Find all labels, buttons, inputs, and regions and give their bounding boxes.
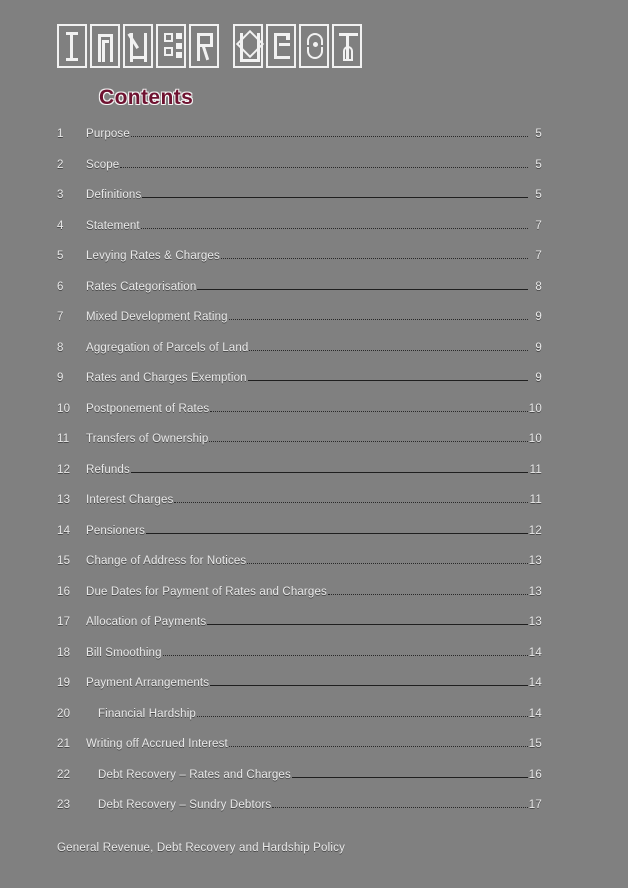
toc-leader-line (210, 411, 527, 412)
toc-item-label[interactable]: Debt Recovery – Rates and Charges (98, 768, 291, 781)
logo-letter-w-icon (233, 24, 263, 68)
toc-leader-line (292, 777, 528, 778)
toc-item-page-number: 9 (535, 372, 542, 384)
toc-item-number: 17 (57, 616, 71, 628)
toc-row[interactable] (57, 250, 542, 281)
toc-item-label[interactable]: Scope (86, 158, 120, 171)
toc-item-number: 12 (57, 463, 71, 476)
toc-row[interactable] (57, 311, 542, 342)
toc-item-page-number: 5 (535, 158, 542, 171)
logo-letter-n2-icon (123, 24, 153, 68)
logo-letter-n1-icon (90, 24, 120, 68)
toc-item-page-number: 12 (528, 524, 542, 537)
toc-item-page-number: 5 (535, 189, 542, 201)
toc-item-label[interactable]: Transfers of Ownership (86, 433, 209, 445)
toc-leader-line (229, 746, 528, 747)
toc-item-label[interactable]: Purpose (86, 128, 130, 140)
inner-west-logo (57, 24, 362, 68)
toc-item-number: 4 (57, 219, 64, 232)
toc-row[interactable] (57, 433, 542, 464)
toc-item-number: 5 (57, 250, 64, 262)
logo-letter-e2-icon (266, 24, 296, 68)
toc-item-page-number: 16 (528, 768, 542, 781)
toc-item-label[interactable]: Levying Rates & Charges (86, 250, 220, 262)
toc-item-label[interactable]: Rates Categorisation (86, 280, 197, 293)
toc-item-page-number: 14 (528, 707, 542, 720)
toc-item-number: 16 (57, 585, 71, 598)
toc-item-label[interactable]: Bill Smoothing (86, 646, 162, 659)
logo-letter-s-icon (299, 24, 329, 68)
toc-leader-line (141, 228, 528, 229)
toc-item-page-number: 17 (528, 799, 542, 811)
toc-item-page-number: 10 (528, 433, 542, 445)
toc-item-label[interactable]: Due Dates for Payment of Rates and Charges (86, 585, 327, 598)
toc-leader-line (131, 472, 528, 473)
toc-row[interactable] (57, 342, 542, 373)
toc-leader-line (248, 380, 528, 381)
toc-item-page-number: 7 (535, 219, 542, 232)
toc-item-number: 14 (57, 524, 71, 537)
toc-item-number: 2 (57, 158, 64, 171)
toc-row[interactable] (57, 616, 542, 647)
toc-item-page-number: 15 (528, 738, 542, 750)
toc-item-label[interactable]: Rates and Charges Exemption (86, 372, 247, 384)
toc-item-page-number: 5 (535, 128, 542, 140)
toc-leader-line (249, 350, 528, 351)
toc-item-page-number: 7 (535, 250, 542, 262)
toc-item-number: 15 (57, 555, 71, 567)
document-footer: General Revenue, Debt Recovery and Hardship Policy (57, 842, 346, 854)
toc-row[interactable] (57, 189, 542, 220)
toc-item-label[interactable]: Pensioners (86, 524, 146, 537)
toc-item-page-number: 13 (528, 555, 542, 567)
logo-word-inner (57, 24, 219, 68)
toc-item-number: 6 (57, 280, 64, 293)
toc-item-label[interactable]: Interest Charges (86, 494, 174, 506)
toc-leader-line (120, 167, 528, 168)
logo-letter-i-icon (57, 24, 87, 68)
toc-item-number: 10 (57, 402, 71, 415)
toc-item-label[interactable]: Change of Address for Notices (86, 555, 247, 567)
toc-item-label[interactable]: Statement (86, 219, 140, 232)
toc-leader-line (163, 655, 528, 656)
toc-item-page-number: 11 (529, 463, 542, 476)
toc-leader-line (174, 502, 528, 503)
toc-leader-line (207, 624, 528, 625)
toc-item-label[interactable]: Writing off Accrued Interest (86, 738, 228, 750)
toc-row[interactable] (57, 708, 542, 739)
toc-item-page-number: 14 (528, 646, 542, 659)
logo-letter-r-icon (189, 24, 219, 68)
toc-item-page-number: 11 (529, 494, 542, 506)
toc-item-label[interactable]: Debt Recovery – Sundry Debtors (98, 799, 272, 811)
toc-item-page-number: 13 (528, 585, 542, 598)
toc-row[interactable] (57, 403, 542, 434)
toc-item-page-number: 8 (535, 280, 542, 293)
toc-row[interactable] (57, 494, 542, 525)
toc-row[interactable] (57, 464, 542, 495)
table-of-contents (57, 128, 542, 830)
toc-leader-line (221, 258, 528, 259)
toc-row[interactable] (57, 769, 542, 800)
toc-leader-line (197, 289, 528, 290)
toc-item-page-number: 13 (528, 616, 542, 628)
toc-leader-line (247, 563, 527, 564)
toc-item-page-number: 10 (528, 402, 542, 415)
toc-item-label[interactable]: Refunds (86, 463, 130, 476)
toc-item-label[interactable]: Definitions (86, 189, 142, 201)
toc-leader-line (210, 685, 528, 686)
toc-item-number: 9 (57, 372, 64, 384)
toc-item-page-number: 9 (535, 311, 542, 323)
toc-leader-line (131, 136, 528, 137)
toc-row[interactable] (57, 220, 542, 251)
toc-item-number: 19 (57, 677, 71, 689)
toc-row[interactable] (57, 128, 542, 159)
toc-item-label[interactable]: Mixed Development Rating (86, 311, 228, 323)
toc-leader-line (328, 594, 528, 595)
toc-item-label[interactable]: Allocation of Payments (86, 616, 207, 628)
logo-letter-e-icon (156, 24, 186, 68)
toc-row[interactable] (57, 372, 542, 403)
contents-heading: Contents (99, 86, 194, 109)
toc-item-label[interactable]: Aggregation of Parcels of Land (86, 341, 249, 354)
toc-leader-line (209, 441, 527, 442)
toc-item-number: 23 (57, 799, 71, 811)
toc-item-number: 20 (57, 707, 71, 720)
toc-leader-line (146, 533, 528, 534)
toc-row[interactable] (57, 677, 542, 708)
toc-item-number: 3 (57, 189, 64, 201)
toc-item-label[interactable]: Payment Arrangements (86, 677, 210, 689)
toc-item-page-number: 14 (528, 677, 542, 689)
toc-item-number: 1 (57, 128, 64, 140)
toc-item-number: 13 (57, 494, 71, 506)
toc-row[interactable] (57, 738, 542, 769)
toc-row[interactable] (57, 586, 542, 617)
toc-leader-line (142, 197, 528, 198)
toc-item-number: 7 (57, 311, 64, 323)
toc-row[interactable] (57, 525, 542, 556)
toc-item-number: 18 (57, 646, 71, 659)
toc-item-page-number: 9 (535, 341, 542, 354)
toc-item-number: 11 (57, 433, 70, 445)
toc-row[interactable] (57, 159, 542, 190)
toc-row[interactable] (57, 281, 542, 312)
logo-letter-t-icon (332, 24, 362, 68)
toc-item-label[interactable]: Financial Hardship (98, 707, 196, 720)
toc-leader-line (229, 319, 528, 320)
toc-leader-line (272, 807, 528, 808)
toc-leader-line (197, 716, 528, 717)
toc-item-label[interactable]: Postponement of Rates (86, 402, 210, 415)
toc-item-number: 22 (57, 768, 71, 781)
toc-row[interactable] (57, 799, 542, 830)
logo-word-west (233, 24, 362, 68)
toc-item-number: 8 (57, 341, 64, 354)
toc-row[interactable] (57, 647, 542, 678)
toc-item-number: 21 (57, 738, 71, 750)
toc-row[interactable] (57, 555, 542, 586)
